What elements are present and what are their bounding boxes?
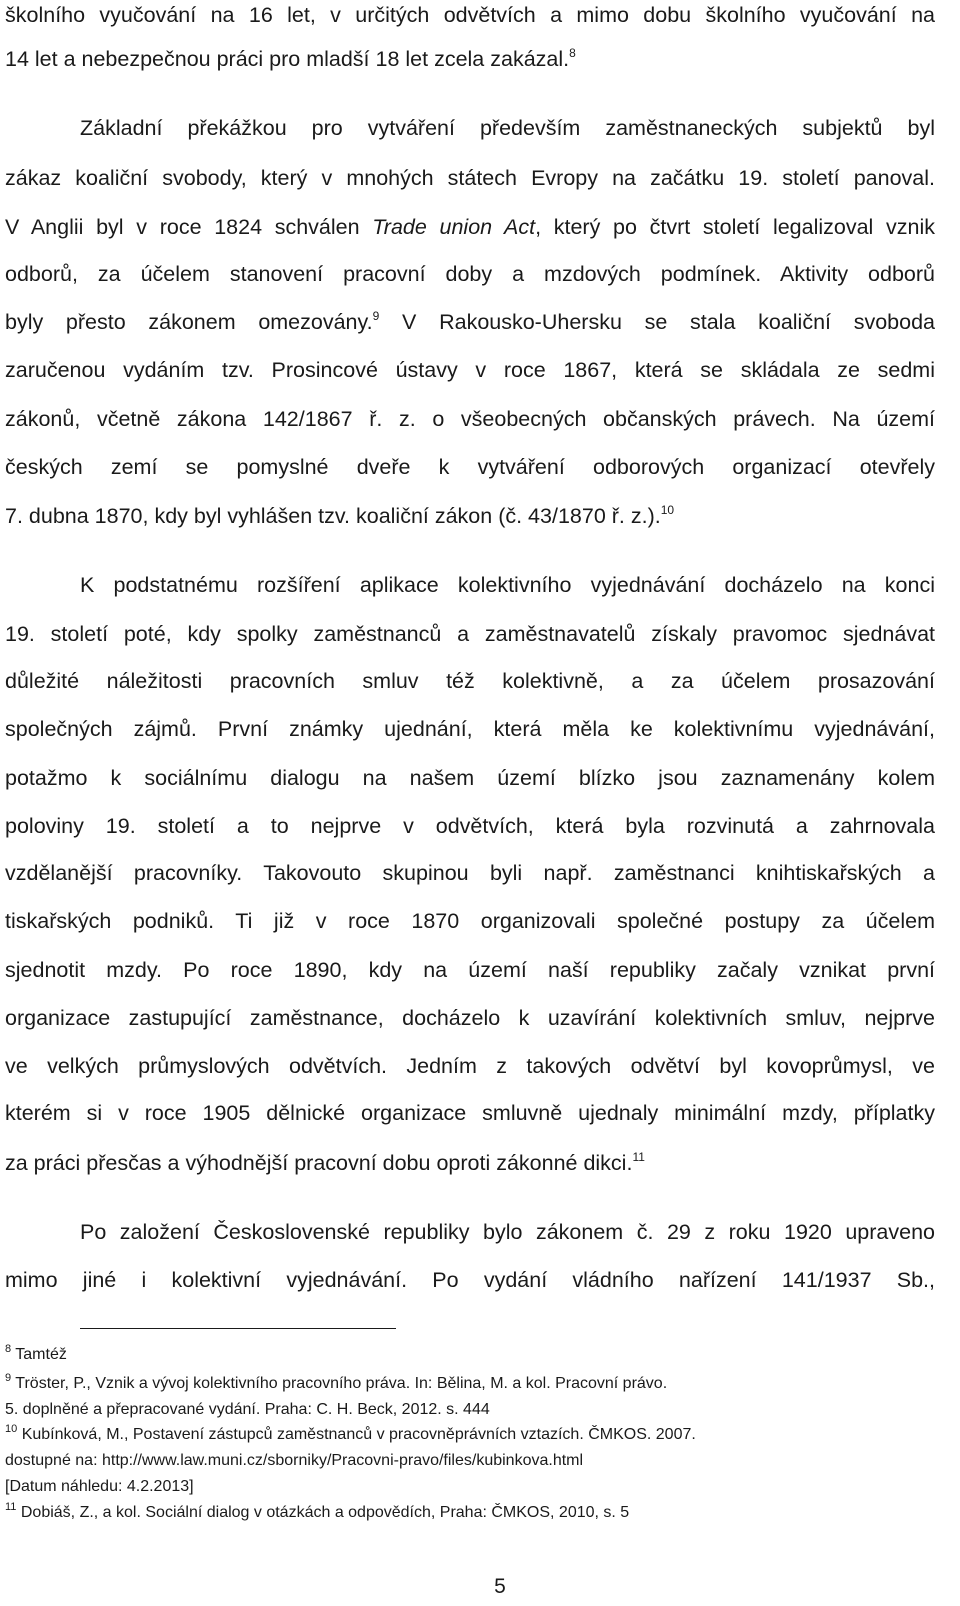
body-line: 7. dubna 1870, kdy byl vyhlášen tzv. koaliční zákon (č. 43/1870 ř. z.).$^{10}$ [5, 503, 675, 528]
body-line: byly přesto zákonem omezovány.$^9$ V Rakousko-Uhersku se stala koaliční svoboda [5, 309, 935, 334]
body-line: poloviny 19. století a to nejprve v odvětvích, která byla rozvinutá a zahrnovala [5, 814, 935, 838]
footnote-8: $^8$ Tamtéž [5, 1343, 67, 1363]
footnote-10: $^{10}$ Kubínková, M., Postavení zástupců zaměstnanců v pracovněprávních vztazích. ČMKOS. 2007. [5, 1423, 696, 1443]
body-line: zákaz koaliční svobody, který v mnohých státech Evropy na začátku 19. století panoval. [5, 166, 935, 190]
body-line: zákonů, včetně zákona 142/1867 ř. z. o všeobecných občanských právech. Na území [5, 407, 935, 431]
footnote-ref: 8 [569, 46, 576, 60]
body-line: vzdělanější pracovníky. Takovouto skupinou byli např. zaměstnanci knihtiskařských a [5, 861, 935, 885]
body-line: odborů, za účelem stanovení pracovní doby a mzdových podmínek. Aktivity odborů [5, 262, 935, 286]
body-line: českých zemí se pomyslné dveře k vytváření odborových organizací otevřely [5, 455, 935, 479]
footnote-separator [80, 1328, 396, 1329]
italic-term: Trade union Act [372, 215, 536, 239]
body-line: důležité náležitosti pracovních smluv též kolektivně, a za účelem prosazování [5, 669, 935, 693]
body-line: zaručenou vydáním tzv. Prosincové ústavy v roce 1867, která se skládala ze sedmi [5, 358, 935, 382]
footnote-9-continued: 5. doplněné a přepracované vydání. Praha: C. H. Beck, 2012. s. 444 [5, 1401, 490, 1418]
body-line: 14 let a nebezpečnou práci pro mladší 18 let zcela zakázal.$^8$ [5, 46, 576, 71]
paragraph-start-line: Základní překážkou pro vytváření především zaměstnaneckých subjektů byl [80, 116, 935, 140]
footnote-ref: 9 [372, 309, 380, 323]
body-line: potažmo k sociálnímu dialogu na našem území blízko jsou zaznamenány kolem [5, 766, 935, 790]
body-line: tiskařských podniků. Ti již v roce 1870 organizovali společné postupy za účelem [5, 909, 935, 933]
body-line: sjednotit mzdy. Po roce 1890, kdy na území naší republiky začaly vznikat první [5, 958, 935, 982]
body-line: školního vyučování na 16 let, v určitých odvětvích a mimo dobu školního vyučování na [5, 3, 935, 27]
footnote-10-url: dostupné na: http://www.law.muni.cz/sborniky/Pracovni-pravo/files/kubinkova.html [5, 1452, 584, 1469]
paragraph-start-line: Po založení Československé republiky bylo zákonem č. 29 z roku 1920 upraveno [80, 1220, 935, 1244]
footnote-ref: 10 [660, 503, 675, 517]
page-number: 5 [494, 1575, 506, 1598]
body-line: společných zájmů. První známky ujednání, která měla ke kolektivnímu vyjednávání, [5, 717, 935, 741]
body-line: 19. století poté, kdy spolky zaměstnanců a zaměstnavatelů získaly pravomoc sjednávat [5, 622, 935, 646]
body-line: ve velkých průmyslových odvětvích. Jedním z takových odvětví byl kovoprůmysl, ve [5, 1054, 935, 1078]
paragraph-start-line: K podstatnému rozšíření aplikace kolektivního vyjednávání docházelo na konci [80, 573, 935, 597]
body-line: kterém si v roce 1905 dělnické organizace smluvně ujednaly minimální mzdy, příplatky [5, 1101, 935, 1125]
body-line: za práci přesčas a výhodnější pracovní dobu oproti zákonné dikci.$^{11}$ [5, 1150, 645, 1175]
footnote-10-date: [Datum náhledu: 4.2.2013] [5, 1478, 194, 1495]
footnote-9: $^9$ Tröster, P., Vznik a vývoj kolektivního pracovního práva. In: Bělina, M. a kol. Pracovní právo. [5, 1372, 668, 1392]
footnote-11: $^{11}$ Dobiáš, Z., a kol. Sociální dialog v otázkách a odpovědích, Praha: ČMKOS, 2010, s. 5 [5, 1501, 630, 1521]
footnote-ref: 11 [632, 1150, 645, 1164]
body-line: organizace zastupující zaměstnance, docházelo k uzavírání kolektivních smluv, nejprve [5, 1006, 935, 1030]
body-line: V Anglii byl v roce 1824 schválen Trade union Act, který po čtvrt století legalizoval vznik [5, 215, 935, 239]
body-line: mimo jiné i kolektivní vyjednávání. Po vydání vládního nařízení 141/1937 Sb., [5, 1268, 935, 1292]
